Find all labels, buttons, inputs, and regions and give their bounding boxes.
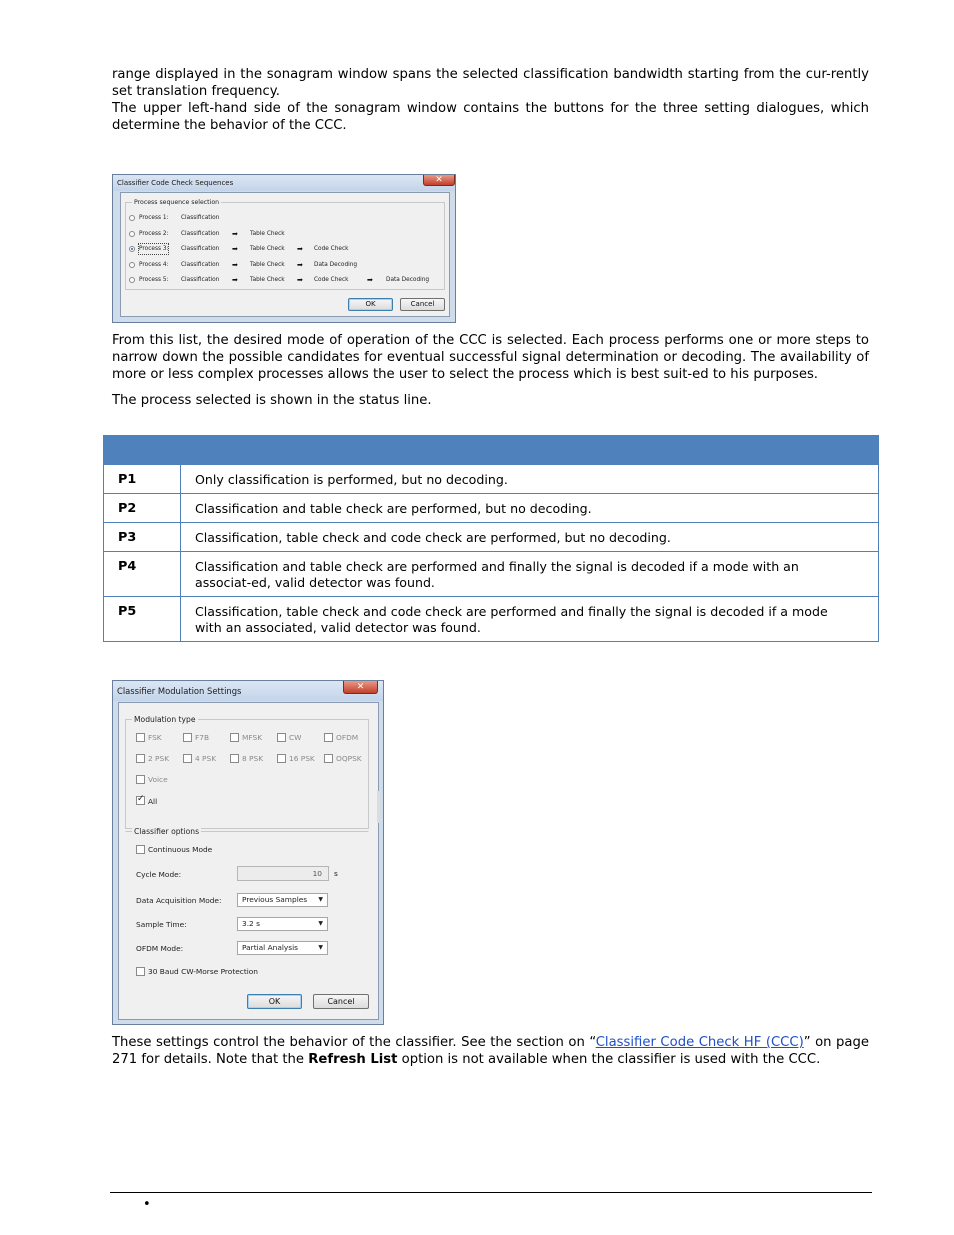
modulation-label: OFDM <box>336 733 359 742</box>
process-label: Process 2: <box>139 230 169 237</box>
ccc-section-link[interactable]: Classifier Code Check HF (CCC) <box>595 1035 804 1050</box>
process-step: Table Check <box>250 261 285 268</box>
group-caption: Process sequence selection <box>134 199 220 206</box>
process-step: Classification <box>181 261 220 268</box>
process-description: Classification, table check and code check are performed, but no decoding. <box>181 523 879 552</box>
table-row <box>104 523 879 552</box>
ofdm-mode-select[interactable] <box>237 941 328 955</box>
process-step: Table Check <box>250 277 285 283</box>
dialog-title: Classifier Code Check Sequences <box>113 175 455 191</box>
process-description: Classification and table check are performed, but no decoding. <box>181 494 879 523</box>
outro-text <box>112 1034 869 1068</box>
mid-paragraph-2: The process selected is shown in the status line. <box>112 393 432 408</box>
table-row <box>104 597 879 642</box>
chevron-down-icon: ▼ <box>318 896 323 903</box>
process-option-3[interactable] <box>129 244 439 254</box>
footer-rule <box>110 1192 872 1193</box>
refresh-list-term: Refresh List <box>308 1052 398 1067</box>
selected-value: Previous Samples <box>242 895 308 904</box>
cancel-button[interactable]: Cancel <box>313 994 369 1009</box>
cancel-button[interactable]: Cancel <box>400 298 445 311</box>
process-radio[interactable] <box>129 231 135 237</box>
modulation-label: 2 PSK <box>148 754 170 763</box>
modulation-settings-dialog <box>112 680 384 1025</box>
close-icon[interactable]: ✕ <box>343 681 378 694</box>
process-code: P5 <box>104 597 181 642</box>
dialog-body <box>120 192 450 317</box>
arrow-right-icon: ➡ <box>232 260 238 269</box>
chevron-down-icon: ▼ <box>318 920 323 927</box>
modulation-label: 4 PSK <box>195 754 217 763</box>
outro-middle: ” on page 271 for details. Note that the <box>112 1035 869 1067</box>
continuous-mode-checkbox[interactable] <box>136 845 145 854</box>
modulation-checkbox[interactable] <box>183 733 192 742</box>
morse-protection-checkbox[interactable] <box>136 967 145 976</box>
process-code: P3 <box>104 523 181 552</box>
ok-button[interactable]: OK <box>348 298 393 311</box>
mid-paragraph-1: From this list, the desired mode of operation of the CCC is selected. Each process performs one or more steps to narrow down the possible candidates for eventual successful signal determination or decoding. The availability of more or less complex processes allows the user to select the process which is best suit-ed to his purposes. <box>112 333 869 382</box>
cycle-mode-input[interactable]: 10 <box>237 866 329 881</box>
modulation-checkbox[interactable] <box>277 754 286 763</box>
code-check-sequences-dialog <box>112 174 456 323</box>
outro-lead: These settings control the behavior of the classifier. See the section on “ <box>112 1035 596 1050</box>
dialog-title: Classifier Modulation Settings <box>113 681 383 701</box>
process-label: Process 4: <box>139 261 169 268</box>
process-step: Classification <box>181 230 220 237</box>
classifier-options-group <box>125 827 369 981</box>
all-checkbox[interactable] <box>136 796 145 805</box>
close-icon[interactable]: ✕ <box>423 175 455 186</box>
process-code: P1 <box>104 465 181 494</box>
table-header <box>104 436 879 465</box>
modulation-label: F7B <box>195 733 210 742</box>
intro-paragraph-2: The upper left-hand side of the sonagram window contains the buttons for the three setting dialogues, which determine the behavior of the CCC. <box>112 101 869 133</box>
modulation-label: OQPSK <box>336 754 362 763</box>
dialog-body <box>118 702 379 1020</box>
group-caption: Classifier options <box>134 827 200 836</box>
modulation-label: CW <box>289 733 302 742</box>
process-step: Table Check <box>250 230 285 237</box>
sample-time-label: Sample Time: <box>136 920 187 929</box>
process-step: Classification <box>181 246 220 252</box>
cycle-mode-label: Cycle Mode: <box>136 870 182 879</box>
continuous-mode-label: Continuous Mode <box>148 845 213 854</box>
process-description: Only classification is performed, but no decoding. <box>181 465 879 494</box>
modulation-checkbox[interactable] <box>136 754 145 763</box>
voice-checkbox[interactable] <box>136 775 145 784</box>
process-radio[interactable] <box>129 246 135 252</box>
modulation-label: 8 PSK <box>242 754 264 763</box>
modulation-checkbox[interactable] <box>136 733 145 742</box>
scrollbar[interactable] <box>377 791 380 823</box>
chevron-down-icon: ▼ <box>318 944 323 951</box>
table-row <box>104 494 879 523</box>
process-radio[interactable] <box>129 215 135 221</box>
arrow-right-icon: ➡ <box>232 229 238 238</box>
modulation-label: 16 PSK <box>289 754 315 763</box>
table-row <box>104 552 879 597</box>
modulation-checkbox[interactable] <box>324 754 333 763</box>
ofdm-mode-label: OFDM Mode: <box>136 944 184 953</box>
arrow-right-icon: ➡ <box>367 276 373 284</box>
all-label: All <box>148 797 158 806</box>
process-description: Classification and table check are performed and finally the signal is decoded if a mode with an associat-ed, valid detector was found. <box>181 552 879 597</box>
modulation-checkbox[interactable] <box>230 733 239 742</box>
process-label: Process 3: <box>139 246 169 252</box>
table-header-row <box>104 436 879 465</box>
modulation-label: FSK <box>148 733 162 742</box>
process-step: Table Check <box>250 246 285 252</box>
process-step: Code Check <box>314 277 349 283</box>
arrow-right-icon: ➡ <box>297 245 303 253</box>
footer-bullet: • <box>143 1197 151 1212</box>
process-table <box>103 435 879 642</box>
group-caption: Modulation type <box>134 715 196 724</box>
process-label: Process 1: <box>139 215 169 221</box>
modulation-type-group <box>125 715 369 829</box>
intro-text <box>112 66 869 134</box>
process-description: Classification, table check and code check are performed and finally the signal is decoded if a mode with an associated, valid detector was found. <box>181 597 879 642</box>
arrow-right-icon: ➡ <box>232 245 238 253</box>
modulation-checkbox[interactable] <box>230 754 239 763</box>
process-step: Classification <box>181 215 220 221</box>
process-option-4[interactable] <box>129 260 439 270</box>
cycle-mode-unit: s <box>334 869 338 878</box>
process-step: Data Decoding <box>386 277 430 283</box>
arrow-right-icon: ➡ <box>297 260 303 269</box>
process-option-2[interactable] <box>129 229 439 239</box>
process-code: P4 <box>104 552 181 597</box>
process-step: Data Decoding <box>314 261 358 268</box>
table-row <box>104 465 879 494</box>
process-sequence-group <box>125 199 445 290</box>
selected-value: 3.2 s <box>242 919 260 928</box>
process-step: Code Check <box>314 246 349 252</box>
process-code: P2 <box>104 494 181 523</box>
sample-time-select[interactable] <box>237 917 328 931</box>
outro-end: option is not available when the classifier is used with the CCC. <box>397 1052 821 1067</box>
modulation-label: MFSK <box>242 733 263 742</box>
modulation-checkbox[interactable] <box>277 733 286 742</box>
process-step: Classification <box>181 277 220 283</box>
intro-paragraph-1: range displayed in the sonagram window spans the selected classification bandwidth starting from the cur-rently set translation frequency. <box>112 67 869 99</box>
modulation-checkbox[interactable] <box>183 754 192 763</box>
ok-button[interactable]: OK <box>247 994 302 1009</box>
morse-protection-label: 30 Baud CW-Morse Protection <box>148 967 258 976</box>
voice-label: Voice <box>148 775 168 784</box>
selected-value: Partial Analysis <box>242 943 299 952</box>
data-acquisition-select[interactable] <box>237 893 328 907</box>
process-label: Process 5: <box>139 277 169 283</box>
process-option-1[interactable] <box>129 213 439 223</box>
modulation-checkbox[interactable] <box>324 733 333 742</box>
process-radio[interactable] <box>129 262 135 268</box>
data-acquisition-label: Data Acquisition Mode: <box>136 896 222 905</box>
outro-paragraph <box>112 1034 869 1068</box>
arrow-right-icon: ➡ <box>232 276 238 284</box>
process-option-5[interactable] <box>129 275 439 285</box>
mid-text <box>112 332 869 409</box>
arrow-right-icon: ➡ <box>297 276 303 284</box>
process-radio[interactable] <box>129 277 135 283</box>
